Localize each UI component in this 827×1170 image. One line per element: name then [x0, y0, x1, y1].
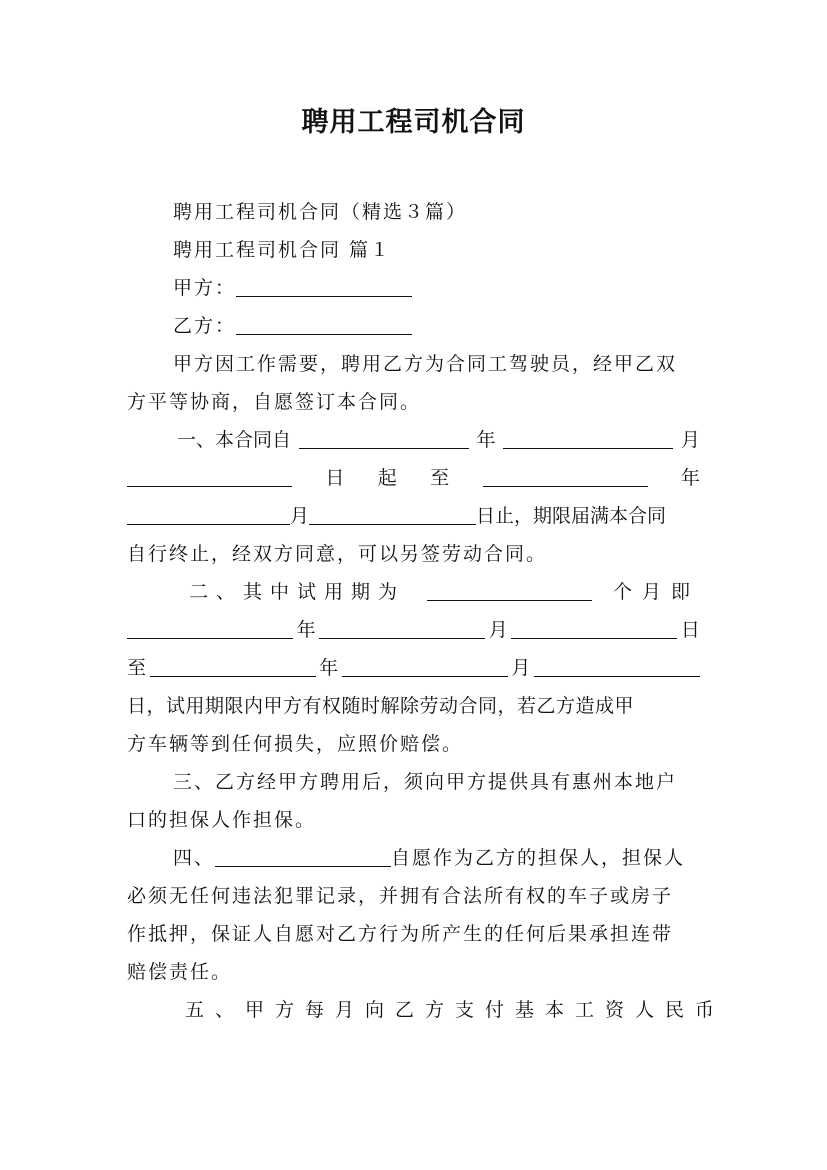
clause-1-line: 日 起 至 年 [127, 459, 700, 497]
section-heading: 聘用工程司机合同 篇１ [173, 239, 392, 261]
blank [127, 459, 292, 487]
clause-1-line: 自行终止，经双方同意，可以另签劳动合同。 [127, 543, 548, 565]
paragraph-line: 方平等协商，自愿签订本合同。 [127, 391, 422, 413]
clause-4-line: 赔偿责任。 [127, 961, 233, 983]
document-title: 聘用工程司机合同 [301, 107, 526, 138]
clause-3-line: 三、乙方经甲方聘用后，须向甲方提供具有惠州本地户 [173, 771, 678, 793]
blank [319, 611, 485, 639]
clause-2-line: 年 月 日 [127, 611, 700, 649]
clause-4-line: 作抵押，保证人自愿对乙方行为所产生的任何后果承担连带 [127, 923, 674, 945]
document-body [127, 193, 726, 1029]
clause-4-line: 必须无任何违法犯罪记录，并拥有合法所有权的车子或房子 [127, 885, 674, 907]
party-b-blank [236, 307, 412, 335]
blank [483, 459, 648, 487]
blank [342, 649, 508, 677]
blank [511, 611, 677, 639]
party-a-line: 甲方： [127, 269, 700, 307]
clause-5-line: 五、甲方每月向乙方支付基本工资人民币 [185, 999, 726, 1021]
blank [534, 649, 700, 677]
clause-4-line: 四、 自愿作为乙方的担保人，担保人 [127, 839, 700, 877]
clause-3-line: 口的担保人作担保。 [127, 809, 317, 831]
blank [127, 497, 290, 525]
subtitle-line: 聘用工程司机合同（精选３篇） [173, 201, 468, 223]
party-b-line: 乙方： [127, 307, 700, 345]
blank [299, 421, 469, 449]
paragraph-line: 甲方因工作需要，聘用乙方为合同工驾驶员，经甲乙双 [173, 353, 678, 375]
guarantor-blank [215, 839, 391, 867]
blank [150, 649, 316, 677]
blank [127, 611, 293, 639]
clause-2-line: 二、其中试用期为 个月即 [127, 573, 700, 611]
clause-2-line: 至 年 月 [127, 649, 700, 687]
blank [427, 573, 592, 601]
clause-2-line: 日，试用期限内甲方有权随时解除劳动合同，若乙方造成甲 [127, 695, 635, 717]
party-a-blank [236, 269, 412, 297]
clause-2-line: 方车辆等到任何损失，应照价赔偿。 [127, 733, 464, 755]
clause-1-line: 一、本合同自 年 月 [127, 421, 700, 459]
clause-1-line: 月 日止，期限届满本合同 [127, 497, 700, 535]
blank [503, 421, 673, 449]
blank [309, 497, 476, 525]
